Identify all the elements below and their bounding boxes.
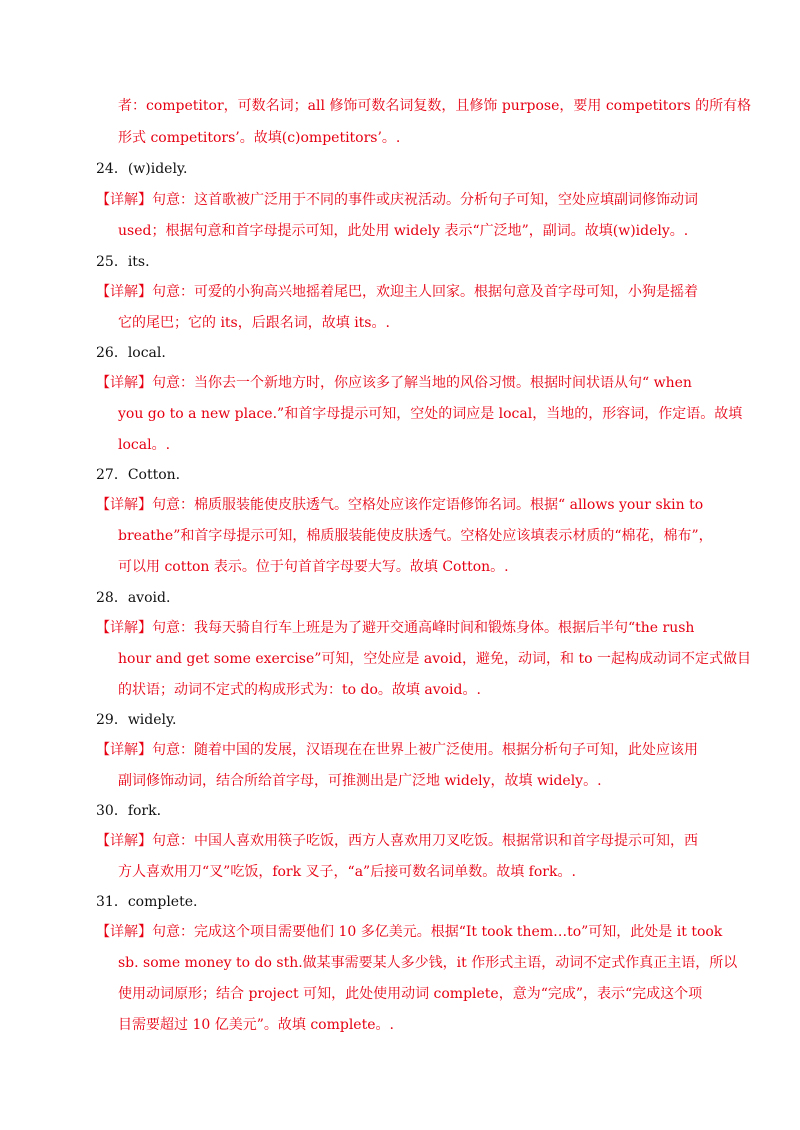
explanation-25-text: 【详解】句意：可爱的小狗高兴地摇着尾巴，欢迎主人回家。根据句意及首字母可知，小狗是摇着 [96,284,698,300]
explanation-31-text: 目需要超过 10 亿美元”。故填 complete。. [118,1017,394,1033]
explanation-text: 形式 competitors’。故填(c)ompetitors’。. [118,130,401,146]
explanation-26-text: you go to a new place.”和首字母提示可知，空处的词应是 local，当地的，形容词，作定语。故填 [118,406,743,422]
explanation-29-text: 【详解】句意：随着中国的发展，汉语现在在世界上被广泛使用。根据分析句子可知，此处应该用 [96,742,698,758]
explanation-31-text: 使用动词原形；结合 project 可知，此处使用动词 complete，意为“完成”，表示“完成这个项 [118,986,703,1002]
answer-30: 30．fork. [96,803,162,819]
explanation-27-text: breathe”和首字母提示可知，棉质服装能使皮肤透气。空格处应该填表示材质的“棉花，棉布”， [118,528,713,544]
answer-25: 25．its. [96,254,150,270]
explanation-30-text: 【详解】句意：中国人喜欢用筷子吃饭，西方人喜欢用刀叉吃饭。根据常识和首字母提示可知，西 [96,833,698,849]
answer-26: 26．local. [96,345,166,361]
answer-29: 29．widely. [96,712,177,728]
explanation-30-text: 方人喜欢用刀“叉”吃饭，fork 叉子，“a”后接可数名词单数。故填 fork。. [118,864,576,880]
explanation-28-text: 的状语；动词不定式的构成形式为：to do。故填 avoid。. [118,682,481,698]
explanation-31-text: 【详解】句意：完成这个项目需要他们 10 多亿美元。根据“It took them…to”可知，此处是 it took [96,924,723,940]
answer-24: 24．(w)idely. [96,161,188,177]
explanation-28-text: hour and get some exercise”可知，空处应是 avoid，避免，动词，和 to 一起构成动词不定式做目 [118,651,751,667]
explanation-24-text: 【详解】句意：这首歌被广泛用于不同的事件或庆祝活动。分析句子可知，空处应填副词修饰动词 [96,192,698,208]
explanation-29-text: 副词修饰动词，结合所给首字母，可推测出是广泛地 widely，故填 widely。. [118,773,602,789]
explanation-26-text: 【详解】句意：当你去一个新地方时，你应该多了解当地的风俗习惯。根据时间状语从句“ when [96,375,692,391]
explanation-25-text: 它的尾巴；它的 its，后跟名词，故填 its。. [118,315,390,331]
explanation-27-text: 可以用 cotton 表示。位于句首首字母要大写。故填 Cotton。. [118,559,509,575]
explanation-26-text: local。. [118,437,171,453]
explanation-text: 者：competitor，可数名词；all 修饰可数名词复数，且修饰 purpose，要用 competitors 的所有格 [118,98,752,114]
explanation-24-text: used；根据句意和首字母提示可知，此处用 widely 表示“广泛地”，副词。故填(w)idely。. [118,223,689,239]
explanation-28-text: 【详解】句意：我每天骑自行车上班是为了避开交通高峰时间和锻炼身体。根据后半句“the rush [96,620,695,636]
explanation-27-text: 【详解】句意：棉质服装能使皮肤透气。空格处应该作定语修饰名词。根据“ allows your skin to [96,497,704,513]
answer-27: 27．Cotton. [96,467,181,483]
answer-28: 28．avoid. [96,590,171,606]
explanation-31-text: sb. some money to do sth.做某事需要某人多少钱，it 作形式主语，动词不定式作真正主语，所以 [118,955,738,971]
answer-31: 31．complete. [96,894,198,910]
